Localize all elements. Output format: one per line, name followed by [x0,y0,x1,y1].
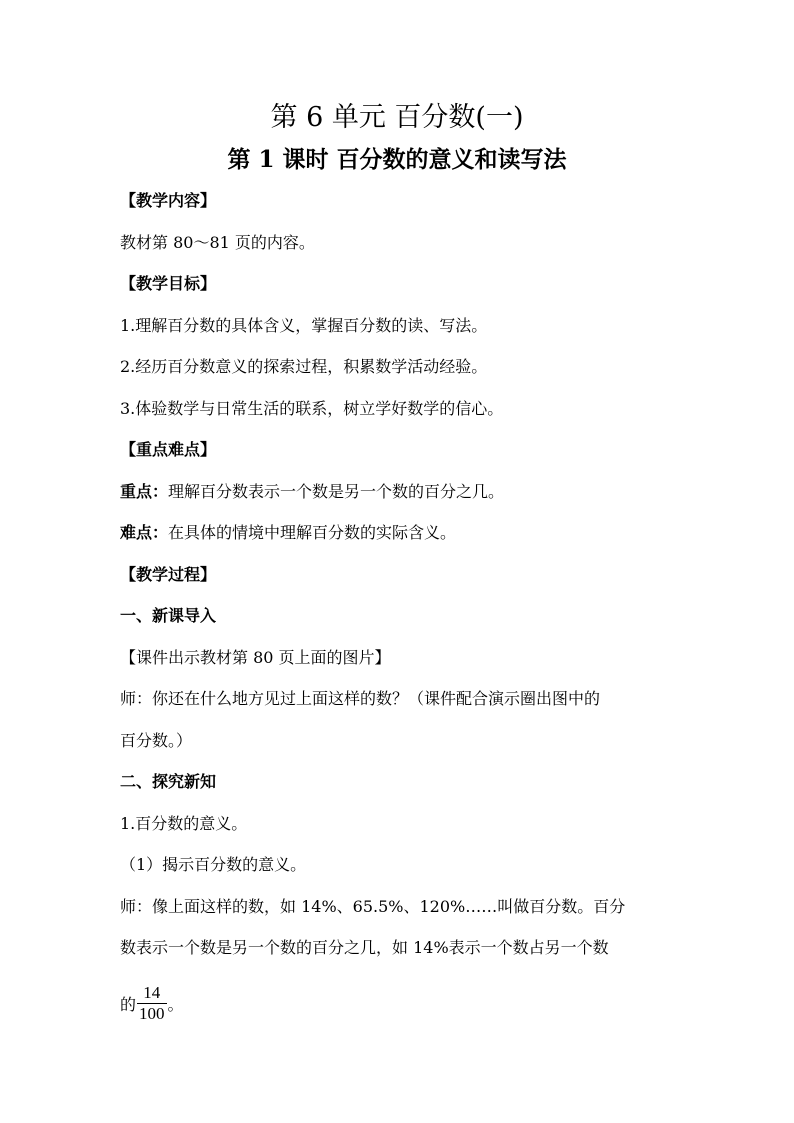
difficulty-line [120,521,700,545]
fraction-denominator: 100 [139,1003,165,1023]
key-point-line [120,480,700,504]
part2-heading: 二、探究新知 [120,772,217,791]
item1-sub-text: （1）揭示百分数的意义。 [120,855,307,874]
teacher-question-line2: 百分数。） [120,731,193,750]
unit-title: 第 6 单元 百分数(一) [270,102,524,133]
fraction-suffix: 。 [167,994,184,1014]
goal-item: 2.经历百分数意义的探索过程，积累数学活动经验。 [120,357,488,376]
teaching-goals-heading: 【教学目标】 [120,274,217,293]
part1-heading: 一、新课导入 [120,606,217,625]
lesson-title: 第 1 课时 百分数的意义和读写法 [227,146,567,173]
teaching-content-heading: 【教学内容】 [120,191,217,210]
fraction [137,983,167,1024]
teacher-question-line1: 师：你还在什么地方见过上面这样的数？（课件配合演示圈出图中的 [120,689,601,708]
teaching-process-heading: 【教学过程】 [120,565,217,584]
key-point-label: 重点： [120,482,169,501]
goal-item: 1.理解百分数的具体含义，掌握百分数的读、写法。 [120,316,488,335]
teaching-content-text: 教材第 80～81 页的内容。 [120,233,315,252]
item1-text: 1.百分数的意义。 [120,814,248,833]
teacher-explain-line1: 师：像上面这样的数，如 14%、65.5%、120%……叫做百分数。百分 [120,897,626,916]
fraction-prefix: 的 [120,994,137,1014]
difficulty-label: 难点： [120,523,169,542]
teacher-explain-line2: 数表示一个数是另一个数的百分之几，如 14%表示一个数占另一个数 [120,938,609,957]
fraction-numerator: 14 [143,982,161,1002]
courseware-note: 【课件出示教材第 80 页上面的图片】 [120,648,391,667]
goal-item: 3.体验数学与日常生活的联系，树立学好数学的信心。 [120,399,504,418]
teacher-explain-line3 [120,978,184,1028]
key-point-text: 理解百分数表示一个数是另一个数的百分之几。 [168,482,505,501]
key-points-heading: 【重点难点】 [120,440,217,459]
difficulty-text: 在具体的情境中理解百分数的实际含义。 [168,523,457,542]
